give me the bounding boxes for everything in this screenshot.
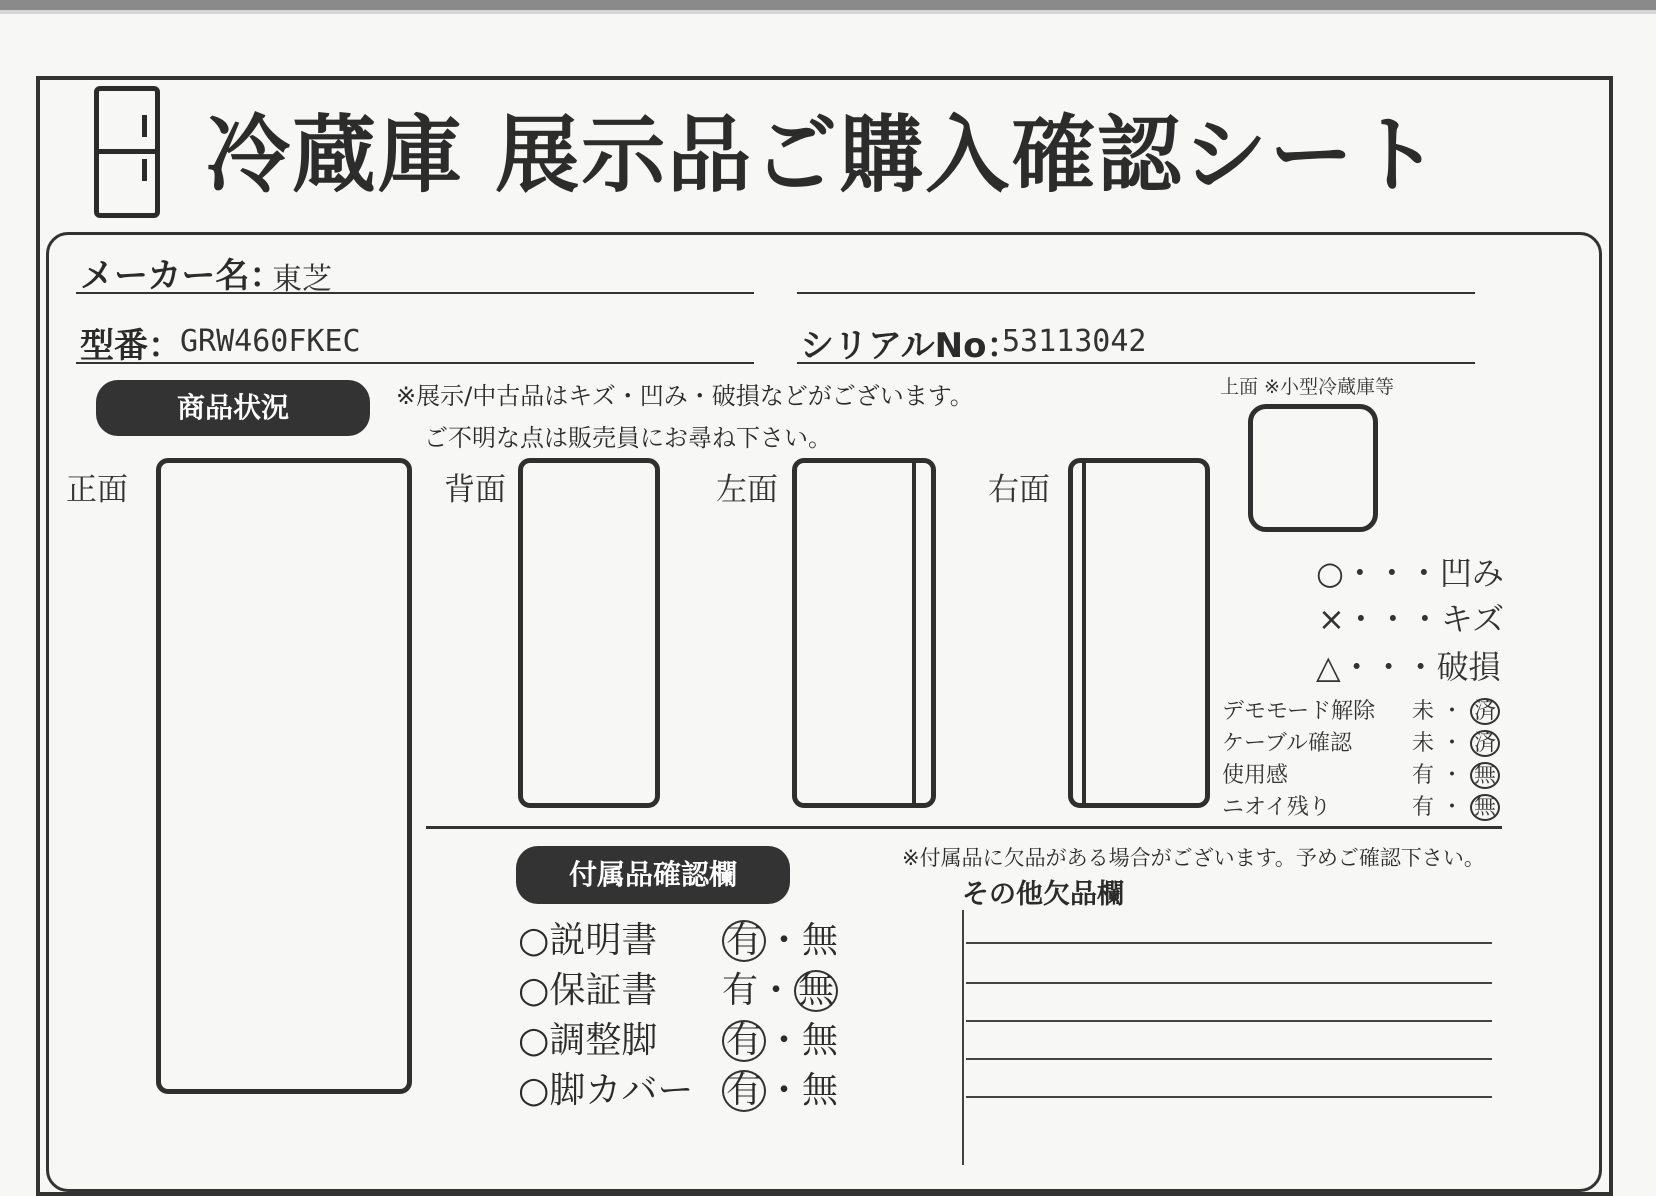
serial-underline [797,362,1475,364]
accessory-options[interactable]: 有 ・無 [722,912,838,963]
accessories-note: ※付属品に欠品がある場合がございます。予めご確認下さい。 [902,846,1485,870]
legend-damage: △・・・破損 [1316,648,1501,686]
accessory-label: ○脚カバー [518,1070,694,1111]
check-options[interactable]: 有 ・ 無 [1412,790,1500,821]
condition-header: 商品状況 [96,380,370,436]
other-missing-line[interactable] [966,942,1492,944]
other-missing-left-rule [962,910,964,1165]
accessory-options[interactable]: 有 ・無 [722,1012,838,1063]
triangle-symbol-icon: △ [1316,648,1341,686]
accessory-label: ○保証書 [518,970,658,1011]
front-diagram-box[interactable] [156,458,412,1094]
right-diagram-box[interactable] [1068,458,1210,808]
circled-mark: 有 [722,920,766,962]
circled-mark: 有 [722,1070,766,1112]
cross-symbol-icon: × [1318,600,1345,638]
other-missing-header: その他欠品欄 [962,879,1124,910]
back-diagram-box[interactable] [518,458,660,808]
condition-note-2: ご不明な点は販売員にお尋ね下さい。 [424,424,832,452]
scan-edge [0,0,1656,10]
top-face-label: 上面 ※小型冷蔵庫等 [1220,376,1394,398]
circled-mark: 無 [794,970,838,1012]
top-diagram-box[interactable] [1248,404,1378,532]
circled-mark: 済 [1470,730,1500,757]
maker-value: 東芝 [272,262,332,297]
sheet-title: 冷蔵庫 展示品ご購入確認シート [206,106,1442,204]
model-underline [76,362,754,364]
other-missing-line[interactable] [966,1096,1492,1098]
other-missing-line[interactable] [966,1020,1492,1022]
circled-mark: 有 [722,1020,766,1062]
check-label: ニオイ残り [1222,795,1331,820]
other-missing-line[interactable] [966,1058,1492,1060]
model-value: GRW460FKEC [180,324,361,359]
scan-edge-shadow [0,10,1656,14]
right-door-edge [1082,462,1086,804]
serial-label: シリアルNo： [800,326,1021,366]
right-face-label: 右面 [988,472,1050,508]
check-label: 使用感 [1222,763,1289,788]
accessories-header: 付属品確認欄 [516,846,790,904]
accessory-options[interactable]: 有・ 無 [722,962,838,1013]
accessory-options[interactable]: 有 ・無 [722,1062,838,1113]
accessory-label: ○説明書 [518,920,658,961]
back-face-label: 背面 [444,472,506,508]
left-face-label: 左面 [716,472,778,508]
other-missing-line[interactable] [966,982,1492,984]
front-face-label: 正面 [66,472,128,508]
model-label: 型番： [80,326,182,366]
maker-underline [76,292,754,294]
circled-mark: 無 [1470,794,1500,821]
legend-dent: ○・・・凹み [1316,554,1504,592]
section-divider [426,826,1502,829]
circled-mark: 無 [1470,762,1500,789]
check-label: ケーブル確認 [1222,731,1353,756]
check-options[interactable]: 有 ・ 無 [1412,758,1500,789]
left-door-edge [912,462,916,804]
check-label: デモモード解除 [1222,699,1376,724]
blank-underline [797,292,1475,294]
check-options[interactable]: 未 ・ 済 [1412,726,1500,757]
refrigerator-icon [94,86,160,218]
legend-scratch: ×・・・キズ [1318,600,1505,638]
circle-symbol-icon: ○ [1316,554,1344,592]
condition-note-1: ※展示/中古品はキズ・凹み・破損などがございます。 [396,382,974,410]
maker-label: メーカー名： [80,256,284,296]
check-options[interactable]: 未 ・ 済 [1412,694,1500,725]
accessory-label: ○調整脚 [518,1020,658,1061]
serial-value: 53113042 [1002,324,1147,359]
circled-mark: 済 [1470,698,1500,725]
